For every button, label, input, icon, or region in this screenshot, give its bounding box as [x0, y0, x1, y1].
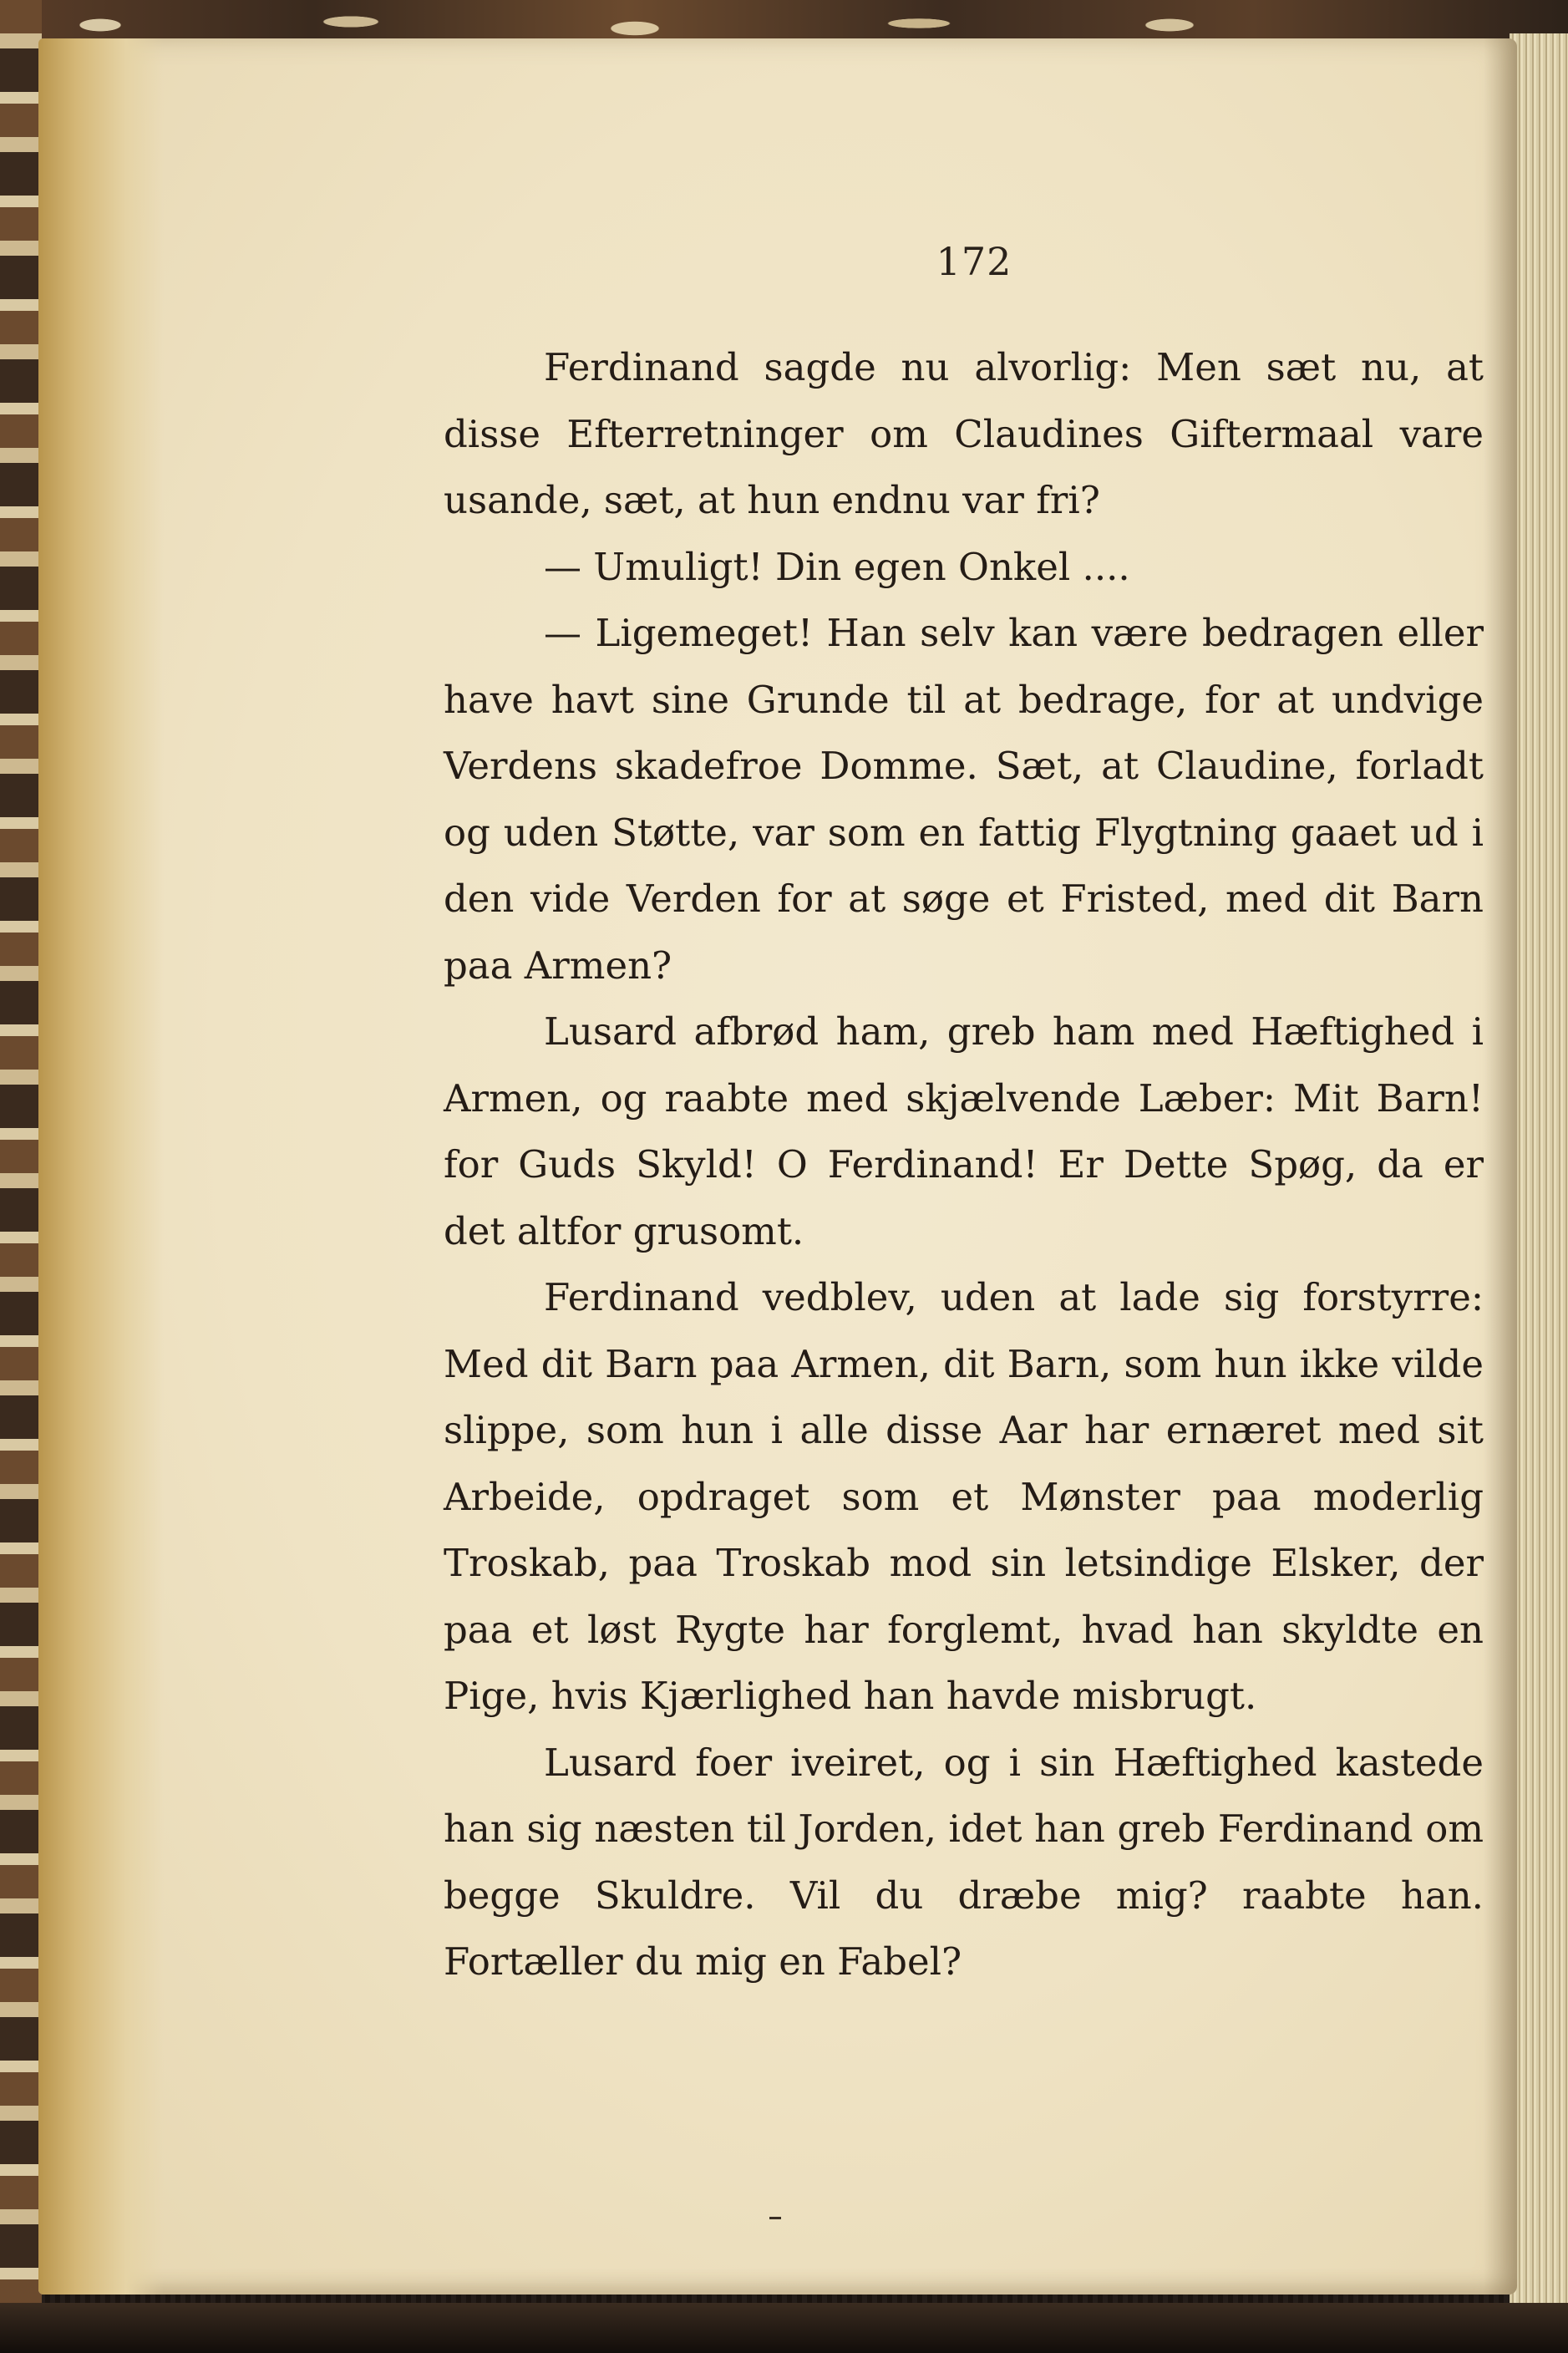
bottom-shadow [0, 2303, 1568, 2353]
paragraph: — Umuligt! Din egen Onkel .... [544, 544, 1130, 589]
page-gutter [38, 38, 164, 2295]
paragraph: Lusard foer iveiret, og i sin Hæftighed kastede han sig næsten til Jorden, idet han greb Ferdinand om begge Skuldre. Vil du dræbe mig? raabte han. Fortæller du mig en Fabel? [444, 1740, 1484, 1984]
paragraph: Lusard afbrød ham, greb ham med Hæftighed i Armen, og raabte med skjælvende Læber: Mit Barn! for Guds Skyld! O Ferdinand! Er Dette Spøg, da er det altfor grusomt. [444, 1009, 1484, 1253]
body-text [444, 334, 1484, 1995]
paragraph: Ferdinand sagde nu alvorlig: Men sæt nu, at disse Efterretninger om Claudines Giftermaal vare usande, sæt, at hun endnu var fri? [444, 345, 1484, 522]
paragraph: Ferdinand vedblev, uden at lade sig forstyrre: Med dit Barn paa Armen, dit Barn, som hun ikke vilde slippe, som hun i alle disse Aar har ernæret med sit Arbeide, opdraget som et Mønster paa moderlig Troskab, paa Troskab mod sin letsindige Elsker, der paa et løst Rygte har forglemt, hvad han skyldte en Pige, hvis Kjærlighed han havde misbrugt. [444, 1275, 1484, 1718]
paragraph: — Ligemeget! Han selv kan være bedragen eller have havt sine Grunde til at bedrage, for at undvige Verdens skadefroe Domme. Sæt, at Claudine, forladt og uden Støtte, var som en fattig Flygtning gaaet ud i den vide Verden for at søge et Fristed, med dit Barn paa Armen? [444, 611, 1484, 988]
footer-mark [769, 2217, 781, 2219]
page-edges-right [1510, 33, 1568, 2306]
page-edge-shade [1484, 38, 1517, 2295]
book-page [38, 38, 1517, 2295]
marbled-cover-left [0, 0, 42, 2353]
page-number: 172 [936, 239, 1012, 284]
